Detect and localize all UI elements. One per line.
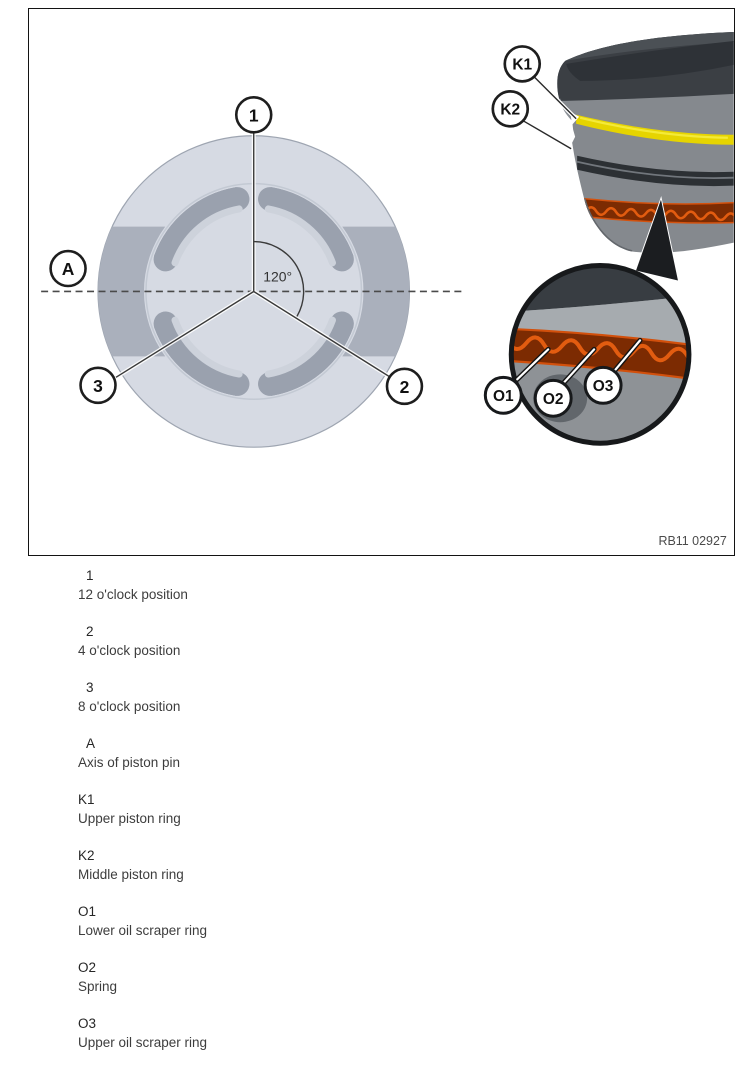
legend-description: Axis of piston pin <box>78 755 181 770</box>
figure-legend <box>78 566 207 1070</box>
legend-key: A <box>86 736 96 751</box>
legend-item-o2 <box>78 958 207 996</box>
callout-label-k2: K2 <box>500 101 521 119</box>
legend-item-2 <box>78 622 207 660</box>
legend-item-o3 <box>78 1014 207 1052</box>
figure-ref-code: RB11 02927 <box>658 534 727 549</box>
legend-description: Spring <box>78 979 118 994</box>
callout-label-2: 2 <box>399 376 410 397</box>
callout-label-3: 3 <box>93 375 103 396</box>
piston-top-view <box>41 97 464 447</box>
legend-key: 2 <box>86 624 94 639</box>
legend-key: O3 <box>78 1016 97 1031</box>
legend-key: 3 <box>86 680 94 695</box>
legend-item-o1 <box>78 902 207 940</box>
piston-figure <box>29 9 734 555</box>
callout-label-k1: K1 <box>512 56 533 74</box>
legend-description: Middle piston ring <box>78 867 184 882</box>
legend-description: 8 o'clock position <box>78 699 181 714</box>
legend-item-3 <box>78 678 207 716</box>
callout-label-o2: O2 <box>542 390 564 408</box>
piston-side-view <box>485 9 734 443</box>
callout-label-o3: O3 <box>592 377 614 395</box>
figure-frame <box>28 8 735 556</box>
legend-description: 12 o'clock position <box>78 587 188 602</box>
angle-label: 120° <box>263 268 293 285</box>
legend-description: Upper oil scraper ring <box>78 1035 208 1050</box>
legend-item-k2 <box>78 846 207 884</box>
legend-description: Upper piston ring <box>78 811 181 826</box>
legend-key: K1 <box>78 792 95 807</box>
callout-label-1: 1 <box>248 105 259 126</box>
callout-label-axis: A <box>61 259 75 280</box>
legend-item-k1 <box>78 790 207 828</box>
legend-key: O1 <box>78 904 97 919</box>
legend-key: O2 <box>78 960 97 975</box>
legend-key: K2 <box>78 848 95 863</box>
legend-description: 4 o'clock position <box>78 643 181 658</box>
callout-label-o1: O1 <box>492 387 514 405</box>
legend-item-a <box>78 734 207 772</box>
legend-description: Lower oil scraper ring <box>78 923 208 938</box>
legend-key: 1 <box>86 568 94 583</box>
legend-item-1 <box>78 566 207 604</box>
